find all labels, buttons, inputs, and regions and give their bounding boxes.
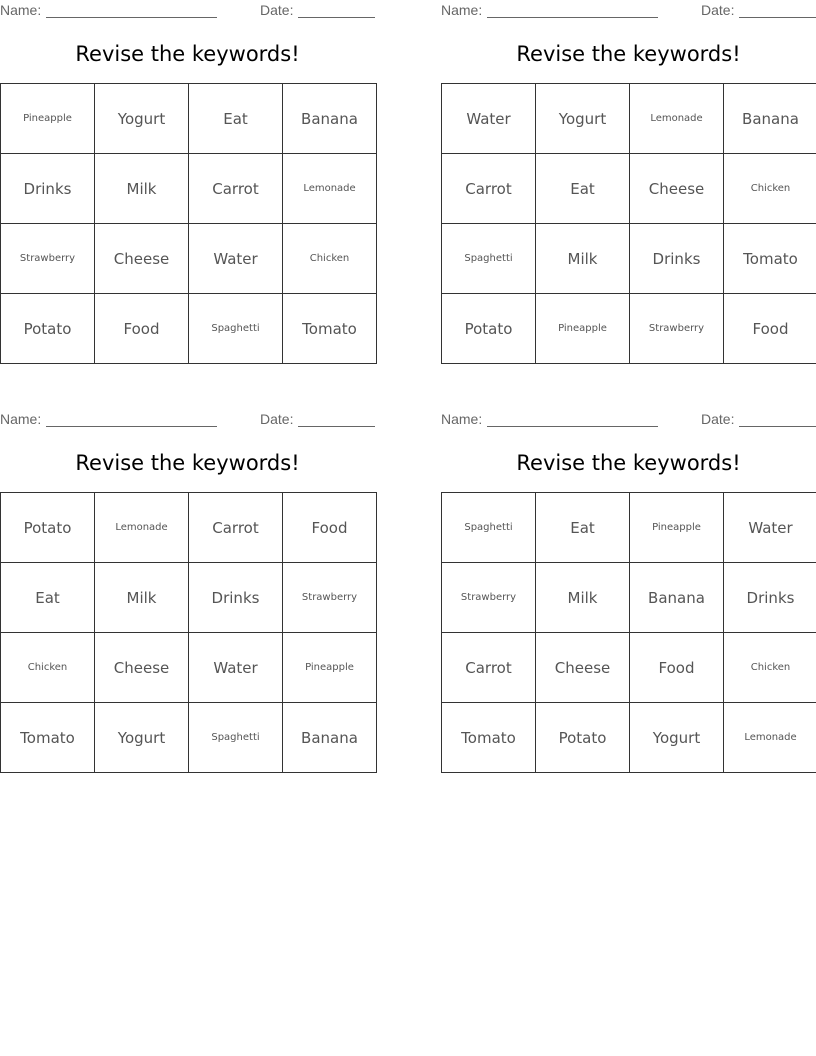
- grid-cell: Cheese: [95, 224, 189, 294]
- name-blank-line: [46, 426, 217, 427]
- grid-cell: Drinks: [630, 224, 724, 294]
- grid-cell: Strawberry: [283, 563, 377, 633]
- grid-cell: Cheese: [95, 633, 189, 703]
- grid-cell: Water: [724, 493, 816, 563]
- grid-cell: Eat: [536, 154, 630, 224]
- grid-cell: Milk: [536, 224, 630, 294]
- grid-cell: Yogurt: [95, 703, 189, 773]
- date-blank-line: [298, 17, 375, 18]
- grid-row: [442, 154, 816, 224]
- grid-cell: Pineapple: [630, 493, 724, 563]
- grid-row: [442, 294, 816, 364]
- card-title: Revise the keywords!: [75, 451, 300, 475]
- bingo-grid: [0, 83, 377, 364]
- grid-cell: Spaghetti: [189, 294, 283, 364]
- name-blank-line: [487, 17, 658, 18]
- grid-cell: Milk: [95, 154, 189, 224]
- grid-cell: Drinks: [1, 154, 95, 224]
- grid-cell: Food: [630, 633, 724, 703]
- grid-cell: Water: [189, 633, 283, 703]
- grid-cell: Milk: [536, 563, 630, 633]
- card-title: Revise the keywords!: [75, 42, 300, 66]
- grid-cell: Banana: [283, 84, 377, 154]
- bingo-grid: [0, 492, 377, 773]
- grid-cell: Banana: [283, 703, 377, 773]
- grid-cell: Yogurt: [536, 84, 630, 154]
- grid-cell: Water: [189, 224, 283, 294]
- bingo-card-1: [0, 0, 375, 370]
- bingo-grid: [441, 492, 816, 773]
- grid-cell: Strawberry: [1, 224, 95, 294]
- date-label: Date:: [701, 411, 735, 427]
- grid-cell: Water: [442, 84, 536, 154]
- grid-cell: Potato: [1, 493, 95, 563]
- name-date-header: [0, 2, 375, 20]
- name-date-header: [0, 411, 375, 429]
- date-blank-line: [298, 426, 375, 427]
- grid-cell: Carrot: [442, 633, 536, 703]
- grid-cell: Carrot: [189, 493, 283, 563]
- bingo-grid: [441, 83, 816, 364]
- grid-cell: Eat: [189, 84, 283, 154]
- grid-cell: Eat: [536, 493, 630, 563]
- name-date-header: [441, 411, 816, 429]
- grid-row: [1, 154, 377, 224]
- grid-row: [442, 633, 816, 703]
- grid-row: [442, 224, 816, 294]
- grid-row: [1, 294, 377, 364]
- grid-cell: Spaghetti: [442, 224, 536, 294]
- grid-cell: Lemonade: [283, 154, 377, 224]
- grid-row: [442, 703, 816, 773]
- grid-cell: Lemonade: [724, 703, 816, 773]
- grid-row: [1, 84, 377, 154]
- grid-cell: Chicken: [1, 633, 95, 703]
- grid-cell: Lemonade: [630, 84, 724, 154]
- grid-cell: Food: [724, 294, 816, 364]
- grid-cell: Spaghetti: [189, 703, 283, 773]
- grid-cell: Carrot: [442, 154, 536, 224]
- date-label: Date:: [701, 2, 735, 18]
- grid-cell: Spaghetti: [442, 493, 536, 563]
- date-label: Date:: [260, 411, 294, 427]
- grid-row: [442, 563, 816, 633]
- grid-cell: Food: [95, 294, 189, 364]
- grid-cell: Tomato: [724, 224, 816, 294]
- name-label: Name:: [0, 2, 42, 18]
- grid-row: [1, 493, 377, 563]
- grid-cell: Tomato: [442, 703, 536, 773]
- name-blank-line: [46, 17, 217, 18]
- date-blank-line: [739, 17, 816, 18]
- grid-cell: Cheese: [630, 154, 724, 224]
- name-label: Name:: [0, 411, 42, 427]
- grid-cell: Eat: [1, 563, 95, 633]
- grid-cell: Strawberry: [630, 294, 724, 364]
- grid-row: [1, 633, 377, 703]
- grid-row: [1, 224, 377, 294]
- grid-cell: Drinks: [724, 563, 816, 633]
- grid-row: [442, 493, 816, 563]
- card-title: Revise the keywords!: [516, 451, 741, 475]
- grid-cell: Carrot: [189, 154, 283, 224]
- grid-cell: Chicken: [283, 224, 377, 294]
- grid-cell: Tomato: [283, 294, 377, 364]
- grid-cell: Yogurt: [630, 703, 724, 773]
- grid-cell: Chicken: [724, 633, 816, 703]
- grid-cell: Banana: [630, 563, 724, 633]
- grid-cell: Chicken: [724, 154, 816, 224]
- grid-cell: Pineapple: [283, 633, 377, 703]
- name-label: Name:: [441, 2, 483, 18]
- grid-cell: Banana: [724, 84, 816, 154]
- date-label: Date:: [260, 2, 294, 18]
- date-blank-line: [739, 426, 816, 427]
- name-date-header: [441, 2, 816, 20]
- grid-cell: Lemonade: [95, 493, 189, 563]
- grid-row: [442, 84, 816, 154]
- card-title: Revise the keywords!: [516, 42, 741, 66]
- grid-cell: Yogurt: [95, 84, 189, 154]
- grid-cell: Drinks: [189, 563, 283, 633]
- grid-cell: Potato: [536, 703, 630, 773]
- grid-cell: Food: [283, 493, 377, 563]
- grid-cell: Strawberry: [442, 563, 536, 633]
- grid-row: [1, 703, 377, 773]
- grid-cell: Tomato: [1, 703, 95, 773]
- name-label: Name:: [441, 411, 483, 427]
- grid-row: [1, 563, 377, 633]
- bingo-card-3: [0, 409, 375, 779]
- grid-cell: Potato: [1, 294, 95, 364]
- grid-cell: Milk: [95, 563, 189, 633]
- grid-cell: Pineapple: [536, 294, 630, 364]
- bingo-card-2: [441, 0, 816, 370]
- name-blank-line: [487, 426, 658, 427]
- grid-cell: Pineapple: [1, 84, 95, 154]
- grid-cell: Cheese: [536, 633, 630, 703]
- grid-cell: Potato: [442, 294, 536, 364]
- bingo-card-4: [441, 409, 816, 779]
